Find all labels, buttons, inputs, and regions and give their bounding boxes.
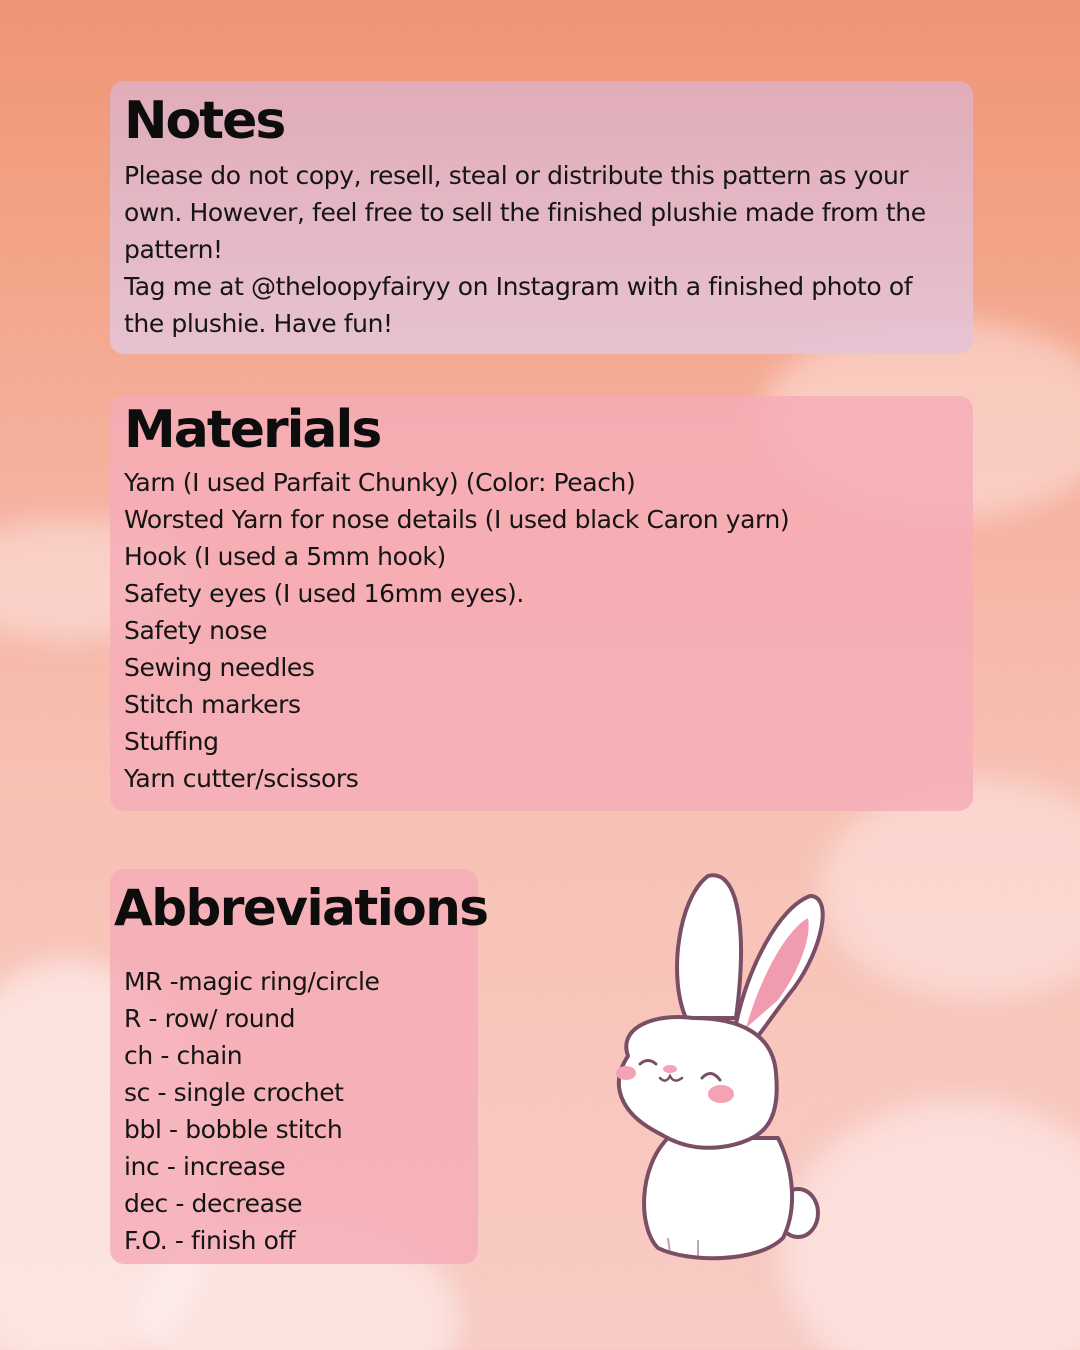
abbreviation-item: R - row/ round <box>124 1004 296 1033</box>
materials-item: Sewing needles <box>124 653 315 682</box>
materials-item: Stitch markers <box>124 690 301 719</box>
materials-item: Safety nose <box>124 616 268 645</box>
abbreviation-item: F.O. - finish off <box>124 1226 296 1255</box>
materials-title: Materials <box>124 400 381 460</box>
abbreviations-card <box>110 869 488 1264</box>
materials-item: Worsted Yarn for nose details (I used black Caron yarn) <box>124 505 790 534</box>
abbreviation-item: MR -magic ring/circle <box>124 967 380 996</box>
notes-paragraph: Please do not copy, resell, steal or distribute this pattern as your own. However, feel free to sell the finished plushie made from the pattern! <box>124 161 926 264</box>
bunny-icon <box>598 868 838 1268</box>
materials-item: Hook (I used a 5mm hook) <box>124 542 446 571</box>
abbreviation-item: inc - increase <box>124 1152 286 1181</box>
cloud-decoration <box>820 780 1080 1000</box>
materials-item: Yarn (I used Parfait Chunky) (Color: Peach) <box>124 468 636 497</box>
materials-item: Yarn cutter/scissors <box>124 764 359 793</box>
abbreviation-item: ch - chain <box>124 1041 243 1070</box>
materials-item: Safety eyes (I used 16mm eyes). <box>124 579 524 608</box>
abbreviations-list <box>124 963 464 1259</box>
materials-item: Stuffing <box>124 727 219 756</box>
materials-list <box>124 464 959 797</box>
notes-paragraph: Tag me at @theloopyfairyy on Instagram with a finished photo of the plushie. Have fun! <box>124 272 913 338</box>
notes-card <box>110 81 973 354</box>
abbreviation-item: bbl - bobble stitch <box>124 1115 343 1144</box>
abbreviation-item: sc - single crochet <box>124 1078 344 1107</box>
notes-title: Notes <box>124 91 285 151</box>
abbreviations-title: Abbreviations <box>114 879 488 937</box>
abbreviation-item: dec - decrease <box>124 1189 303 1218</box>
materials-card <box>110 396 973 811</box>
